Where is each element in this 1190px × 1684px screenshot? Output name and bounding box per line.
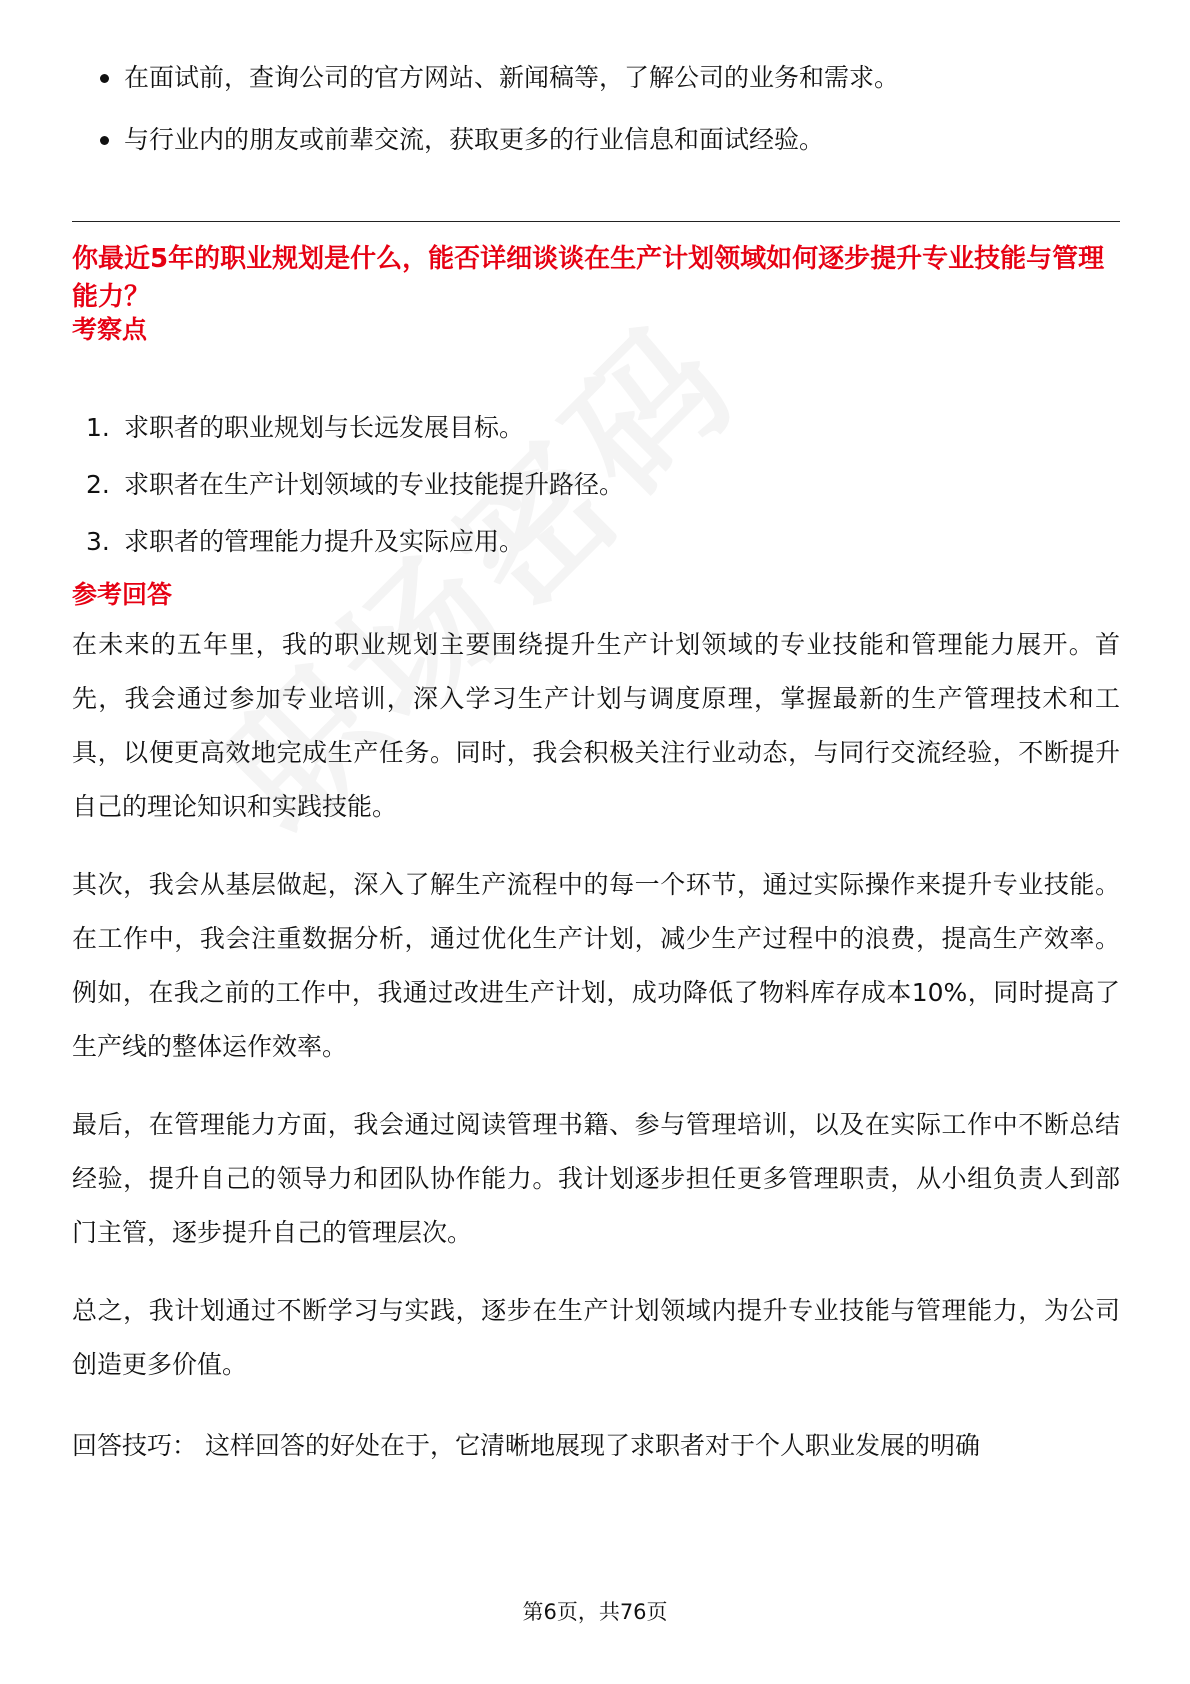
list-number: 1. — [86, 413, 110, 442]
bullet-dot-icon — [100, 74, 109, 83]
list-item — [72, 410, 1120, 446]
answer-tip-paragraph: 回答技巧： 这样回答的好处在于，它清晰地展现了求职者对于个人职业发展的明确 — [72, 1431, 980, 1460]
list-item — [72, 467, 1120, 503]
section-divider — [72, 221, 1120, 222]
answer-paragraph: 最后，在管理能力方面，我会通过阅读管理书籍、参与管理培训，以及在实际工作中不断总结经验，提升自己的领导力和团队协作能力。我计划逐步担任更多管理职责，从小组负责人到部门主管，逐步提升自己的管理层次。 — [72, 1110, 1120, 1247]
list-item — [72, 524, 1120, 560]
page-number-footer: 第6页，共76页 — [522, 1600, 668, 1624]
answer-paragraph: 其次，我会从基层做起，深入了解生产流程中的每一个环节，通过实际操作来提升专业技能。在工作中，我会注重数据分析，通过优化生产计划，减少生产过程中的浪费，提高生产效率。例如，在我之前的工作中，我通过改进生产计划，成功降低了物料库存成本10%，同时提高了生产线的整体运作效率。 — [72, 870, 1120, 1061]
list-number: 2. — [86, 470, 110, 499]
list-item — [72, 60, 1120, 96]
bullet-text: 与行业内的朋友或前辈交流，获取更多的行业信息和面试经验。 — [124, 125, 825, 154]
point-text: 求职者的管理能力提升及实际应用。 — [124, 527, 525, 556]
list-item — [72, 122, 1120, 158]
answer-paragraph: 总之，我计划通过不断学习与实践，逐步在生产计划领域内提升专业技能与管理能力，为公司创造更多价值。 — [72, 1296, 1120, 1379]
question-heading: 你最近5年的职业规划是什么，能否详细谈谈在生产计划领域如何逐步提升专业技能与管理能力？ — [72, 244, 1105, 312]
bullet-dot-icon — [100, 136, 109, 145]
points-list — [72, 410, 1120, 581]
list-number: 3. — [86, 527, 110, 556]
answer-paragraph: 在未来的五年里，我的职业规划主要围绕提升生产计划领域的专业技能和管理能力展开。首先，我会通过参加专业培训，深入学习生产计划与调度原理，掌握最新的生产管理技术和工具，以便更高效地完成生产任务。同时，我会积极关注行业动态，与同行交流经验，不断提升自己的理论知识和实践技能。 — [72, 630, 1120, 821]
point-text: 求职者的职业规划与长远发展目标。 — [124, 413, 525, 442]
bullet-text: 在面试前，查询公司的官方网站、新闻稿等，了解公司的业务和需求。 — [124, 63, 900, 92]
answer-heading: 参考回答 — [72, 580, 173, 609]
tips-bullet-list — [72, 60, 1120, 184]
point-text: 求职者在生产计划领域的专业技能提升路径。 — [124, 470, 625, 499]
points-heading: 考察点 — [72, 315, 148, 344]
